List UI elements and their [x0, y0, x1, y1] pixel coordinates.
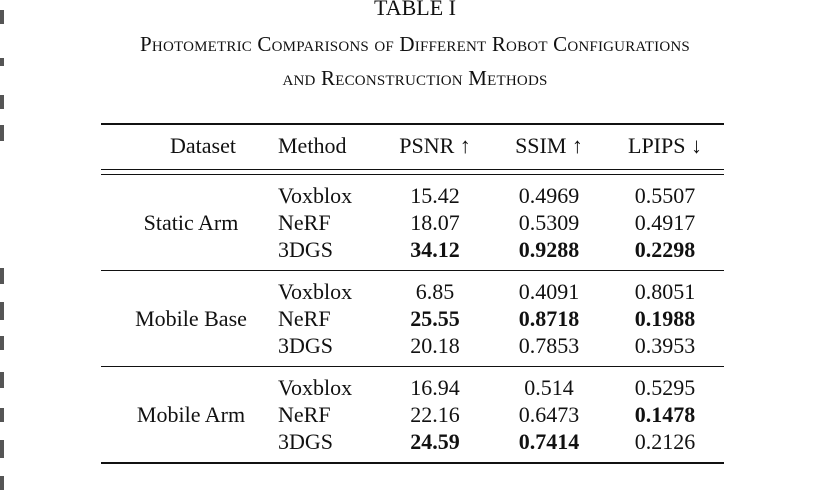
psnr-cell: 6.85	[415, 279, 455, 304]
lpips-cell: 0.2126	[634, 429, 696, 454]
method-cell: NeRF	[278, 306, 331, 331]
dataset-label: Static Arm	[143, 210, 239, 235]
lpips-cell: 0.4917	[634, 210, 696, 235]
lpips-cell: 0.5507	[634, 183, 696, 208]
psnr-cell: 24.59	[410, 429, 460, 454]
table-label: TABLE I	[374, 0, 456, 20]
method-cell: 3DGS	[278, 429, 334, 454]
method-cell: Voxblox	[278, 375, 353, 400]
lpips-cell: 0.5295	[634, 375, 696, 400]
header-double-rule-bottom	[101, 174, 724, 175]
ssim-cell: 0.4969	[518, 183, 580, 208]
ssim-cell: 0.7414	[518, 429, 580, 454]
lpips-cell: 0.2298	[634, 237, 696, 262]
header-ssim: SSIM ↑	[515, 133, 583, 158]
lpips-cell: 0.3953	[634, 333, 696, 358]
ssim-cell: 0.5309	[518, 210, 580, 235]
psnr-cell: 18.07	[410, 210, 460, 235]
method-cell: NeRF	[278, 210, 331, 235]
header-method: Method	[278, 133, 347, 158]
method-cell: NeRF	[278, 402, 331, 427]
dataset-label: Mobile Arm	[136, 402, 246, 427]
psnr-cell: 20.18	[410, 333, 460, 358]
header-dataset: Dataset	[170, 133, 236, 158]
table-bottom-rule	[101, 462, 724, 464]
psnr-cell: 22.16	[410, 402, 460, 427]
ssim-cell: 0.7853	[518, 333, 580, 358]
lpips-cell: 0.1478	[634, 402, 696, 427]
psnr-cell: 16.94	[410, 375, 460, 400]
table-title-line-2: and Reconstruction Methods	[282, 66, 548, 90]
table-title-line-1: Photometric Comparisons of Different Robot Configurations	[140, 32, 690, 56]
group-divider	[101, 270, 724, 271]
lpips-cell: 0.8051	[634, 279, 696, 304]
table-top-rule	[101, 123, 724, 125]
ssim-cell: 0.4091	[518, 279, 580, 304]
group-divider	[101, 366, 724, 367]
header-psnr: PSNR ↑	[399, 133, 471, 158]
psnr-cell: 25.55	[410, 306, 460, 331]
ssim-cell: 0.9288	[518, 237, 580, 262]
ssim-cell: 0.8718	[518, 306, 580, 331]
lpips-cell: 0.1988	[634, 306, 696, 331]
header-double-rule-top	[101, 169, 724, 170]
method-cell: Voxblox	[278, 279, 353, 304]
ssim-cell: 0.6473	[518, 402, 580, 427]
ssim-cell: 0.514	[524, 375, 574, 400]
header-lpips: LPIPS ↓	[628, 133, 702, 158]
method-cell: 3DGS	[278, 333, 334, 358]
method-cell: Voxblox	[278, 183, 353, 208]
method-cell: 3DGS	[278, 237, 334, 262]
psnr-cell: 34.12	[410, 237, 460, 262]
dataset-label: Mobile Base	[135, 306, 247, 331]
psnr-cell: 15.42	[410, 183, 460, 208]
